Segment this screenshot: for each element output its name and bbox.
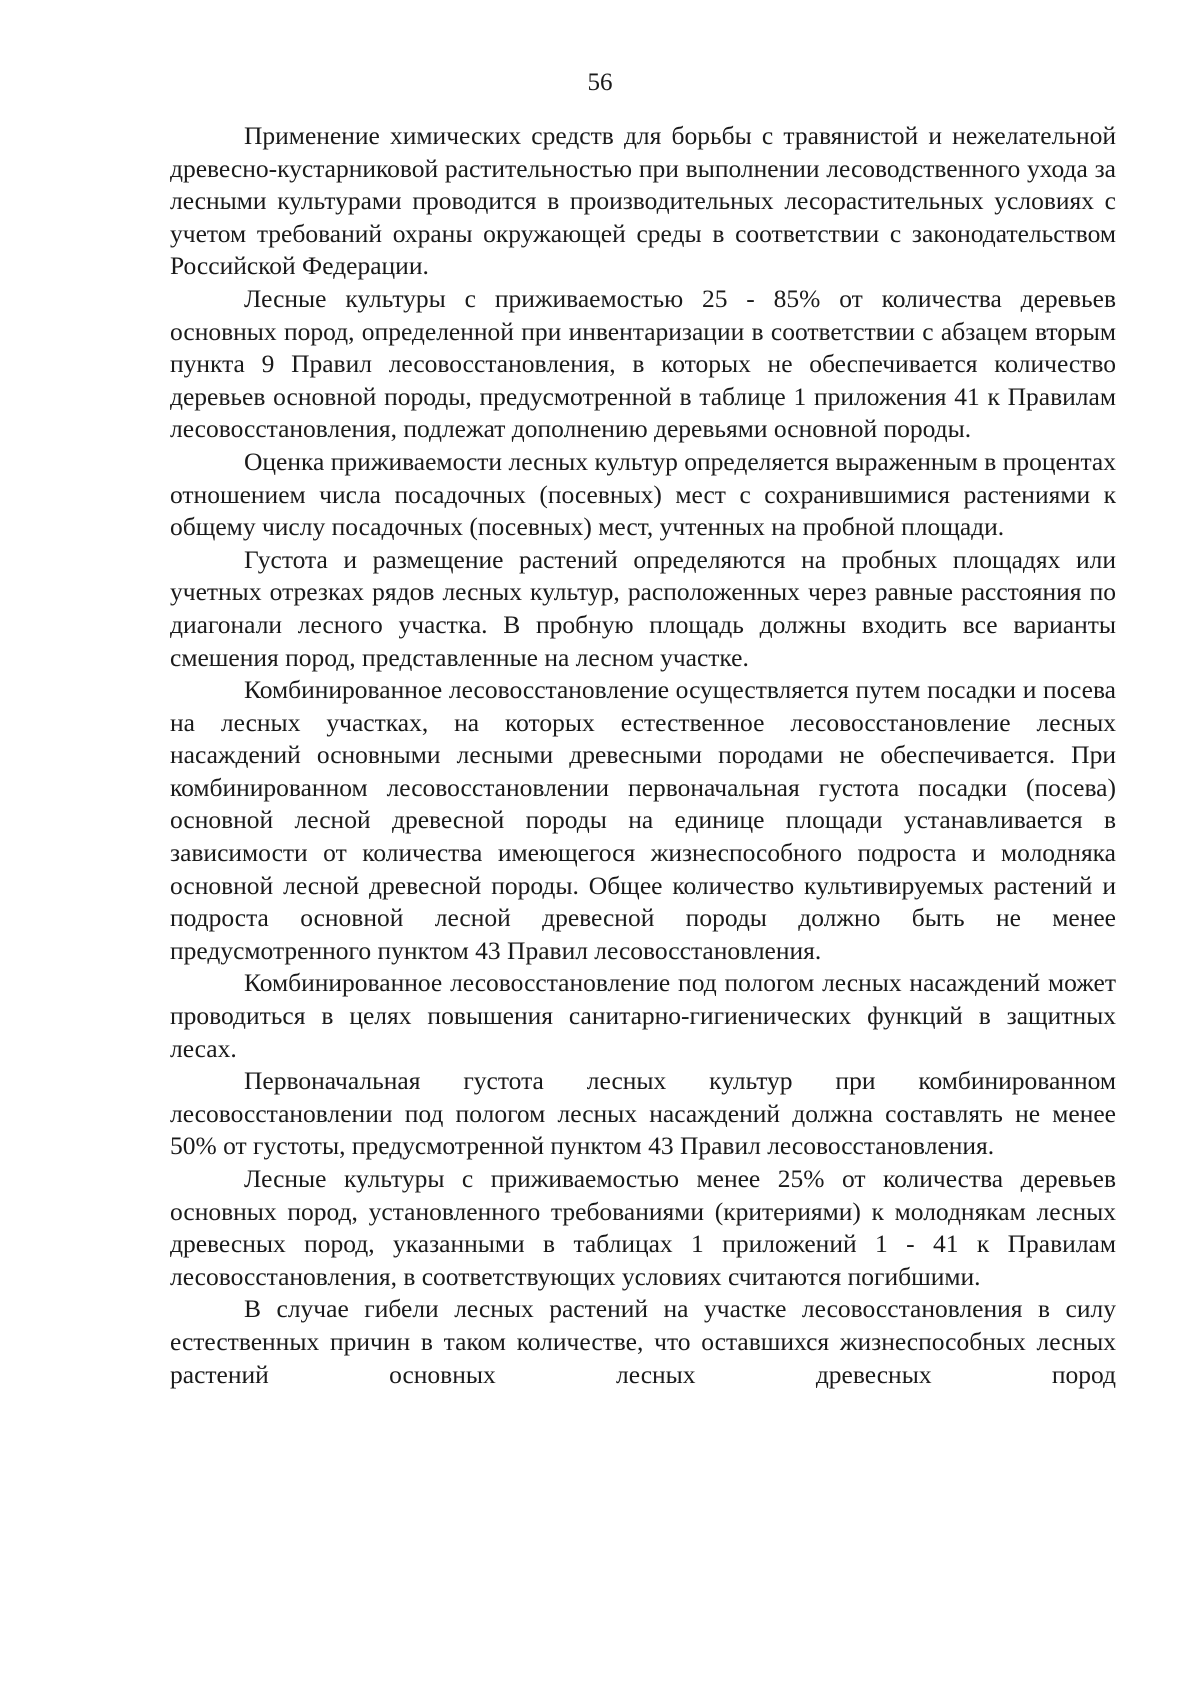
paragraph-initial-density: Первоначальная густота лесных культур при комбинированном лесовосстановлении под пологом лесных насаждений должна составлять не менее 50% от густоты, предусмотренной пунктом 43 Правил лесовосстановления. [170,1066,1116,1161]
page-number: 56 [587,69,613,96]
paragraph-survival-25-85: Лесные культуры с приживаемостью 25 - 85% от количества деревьев основных пород, определенной при инвентаризации в соответствии с абзацем вторым пункта 9 Правил лесовосстановления, в которых не обеспечивается количество деревьев основной породы, предусмотренной в таблице 1 приложения 41 к Правилам лесовосстановления, подлежат дополнению деревьями основной породы. [170,283,1116,444]
paragraph-chemical-treatment: Применение химических средств для борьбы с травянистой и нежелательной древесно-кустарниковой растительностью при выполнении лесоводственного ухода за лесными культурами проводится в производительных лесорастительных условиях с учетом требований охраны окружающей среды в соответствии с законодательством Российской Федерации. [170,121,1116,281]
document-body [170,120,1116,1391]
paragraph-survival-assessment: Оценка приживаемости лесных культур определяется выраженным в процентах отношением числа посадочных (посевных) мест с сохранившимися растениями к общему числу посадочных (посевных) мест, учтенных на пробной площади. [170,446,1116,542]
paragraph-survival-below-25: Лесные культуры с приживаемостью менее 25% от количества деревьев основных пород, установленного требованиями (критериями) к молоднякам лесных древесных пород, указанными в таблицах 1 приложений 1 - 41 к Правилам лесовосстановления, в соответствующих условиях считаются погибшими. [170,1164,1116,1291]
paragraph-plant-death: В случае гибели лесных растений на участке лесовосстановления в силу естественных причин в таком количестве, что оставшихся жизнеспособных лесных растений основных лесных древесных пород [170,1294,1116,1389]
paragraph-combined-under-canopy: Комбинированное лесовосстановление под пологом лесных насаждений может проводиться в целях повышения санитарно-гигиенических функций в защитных лесах. [170,968,1116,1063]
paragraph-density-placement: Густота и размещение растений определяются на пробных площадях или учетных отрезках рядов лесных культур, расположенных через равные расстояния по диагонали лесного участка. В пробную площадь должны входить все варианты смешения пород, представленные на лесном участке. [170,544,1116,672]
paragraph-combined-reforestation: Комбинированное лесовосстановление осуществляется путем посадки и посева на лесных участках, на которых естественное лесовосстановление лесных насаждений основными лесными древесными породами не обеспечивается. При комбинированном лесовосстановлении первоначальная густота посадки (посева) основной лесной древесной породы на единице площади устанавливается в зависимости от количества имеющегося жизнеспособного подроста и молодняка основной лесной древесной породы. Общее количество культивируемых растений и подроста основной лесной древесной породы должно быть не менее предусмотренного пунктом 43 Правил лесовосстановления. [170,675,1116,965]
